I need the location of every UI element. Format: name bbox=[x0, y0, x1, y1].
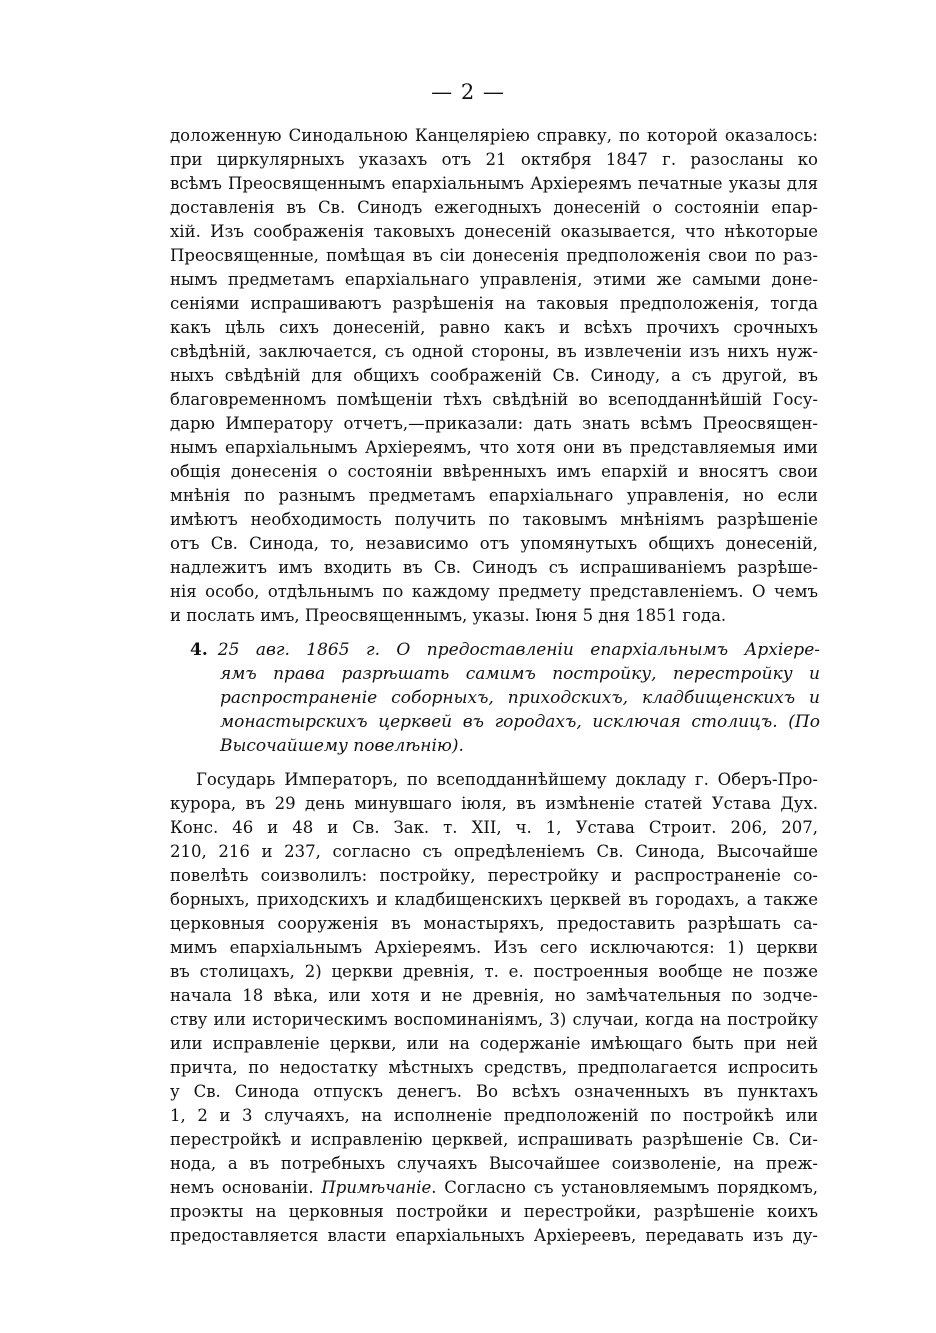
text-line: ству или историческимъ воспоминаніямъ, 3) случаи, когда на постройку bbox=[170, 1010, 818, 1029]
text-line: ныхъ свѣдѣній для общихъ соображеній Св. Синоду, а съ другой, въ bbox=[170, 366, 818, 385]
text-line: предоставляется власти епархіальныхъ Архіереевъ, передавать изъ ду- bbox=[170, 1226, 818, 1245]
text-line: борныхъ, приходскихъ и кладбищенскихъ церквей въ городахъ, а также bbox=[170, 890, 818, 909]
text-line: причта, по недостатку мѣстныхъ средствъ, предполагается испросить bbox=[170, 1058, 818, 1077]
note-label: Примѣчаніе bbox=[321, 1178, 432, 1197]
text-line: у Св. Синода отпускъ денегъ. Во всѣхъ означенныхъ въ пунктахъ bbox=[170, 1082, 818, 1101]
text-line: нымъ епархіальнымъ Архіереямъ, что хотя они въ представляемыя ими bbox=[170, 438, 818, 457]
text-line: и послать имъ, Преосвященнымъ, указы. Іюня 5 дня 1851 года. bbox=[170, 606, 727, 625]
text-line: отъ Св. Синода, то, независимо отъ упомянутыхъ общихъ донесеній, bbox=[170, 534, 818, 553]
text-line: курора, въ 29 день минувшаго іюля, въ измѣненіе статей Устава Дух. bbox=[170, 794, 818, 813]
text-line: 210, 216 и 237, согласно съ опредѣленіемъ Св. Синода, Высочайше bbox=[170, 842, 818, 861]
heading-line: монастырскихъ церквей въ городахъ, исключая столицъ. (По bbox=[220, 712, 820, 732]
text-line: имѣютъ необходимость получить по таковымъ мнѣніямъ разрѣшеніе bbox=[170, 510, 818, 529]
text-line: всѣмъ Преосвященнымъ епархіальнымъ Архіереямъ печатные указы для bbox=[170, 174, 818, 193]
heading-line: ямъ права разрѣшать самимъ постройку, перестройку и bbox=[220, 664, 820, 684]
section-4-heading bbox=[190, 638, 820, 758]
text-line: хій. Изъ соображенія таковыхъ донесеній оказывается, что нѣкоторые bbox=[170, 222, 818, 241]
text-line: благовременномъ помѣщеніи тѣхъ свѣдѣній во всеподданнѣйшій Госу- bbox=[170, 390, 818, 409]
text-line: или исправленіе церкви, или на содержаніе имѣющаго быть при ней bbox=[170, 1034, 818, 1053]
text-line: нымъ предметамъ епархіальнаго управленія, этими же самыми доне- bbox=[170, 270, 818, 289]
section-number: 4. bbox=[190, 640, 208, 660]
text-line: 1, 2 и 3 случаяхъ, на исполненіе предположеній по постройкѣ или bbox=[170, 1106, 818, 1125]
page-number: — 2 — bbox=[431, 80, 505, 104]
text-line: начала 18 вѣка, или хотя и не древнія, но замѣчательныя по зодче- bbox=[170, 986, 818, 1005]
text-line: нода, а въ потребныхъ случаяхъ Высочайшее соизволеніе, на преж- bbox=[170, 1154, 818, 1173]
heading-line: Высочайшему повелѣнію). bbox=[220, 736, 464, 756]
text-line: перестройкѣ и исправленію церквей, испрашивать разрѣшеніе Св. Си- bbox=[170, 1130, 818, 1149]
note-line bbox=[170, 1176, 818, 1200]
heading-line: распространеніе соборныхъ, приходскихъ, кладбищенскихъ и bbox=[220, 688, 820, 708]
paragraph-1 bbox=[170, 124, 818, 628]
text-line: мнѣнія по разнымъ предметамъ епархіальнаго управленія, но если bbox=[170, 486, 818, 505]
text-line: въ столицахъ, 2) церкви древнія, т. е. построенныя вообще не позже bbox=[170, 962, 818, 981]
text-line: дарю Императору отчетъ,—приказали: дать знать всѣмъ Преосвящен- bbox=[170, 414, 818, 433]
section-4-body bbox=[170, 768, 818, 1248]
heading-text: 25 авг. 1865 г. О предоставленіи епархіальнымъ Архіере- bbox=[217, 640, 820, 660]
text-line: при циркулярныхъ указахъ отъ 21 октября 1847 г. разосланы ко bbox=[170, 150, 818, 169]
note-line-before: немъ основаніи. bbox=[170, 1178, 322, 1197]
text-line: Конс. 46 и 48 и Св. Зак. т. XII, ч. 1, Устава Строит. 206, 207, bbox=[170, 818, 818, 837]
text-line: надлежитъ имъ входить въ Св. Синодъ съ испрашиваніемъ разрѣше- bbox=[170, 558, 818, 577]
text-line: сеніями испрашиваютъ разрѣшенія на таковыя предположенія, тогда bbox=[170, 294, 818, 313]
text-line: свѣдѣній, заключается, съ одной стороны, въ извлеченіи изъ нихъ нуж- bbox=[170, 342, 818, 361]
text-line: Государь Императоръ, по всеподданнѣйшему докладу г. Оберъ-Про- bbox=[196, 770, 818, 789]
text-line: какъ цѣль сихъ донесеній, равно какъ и всѣхъ прочихъ срочныхъ bbox=[170, 318, 818, 337]
text-line: проэкты на церковныя постройки и перестройки, разрѣшеніе коихъ bbox=[170, 1202, 818, 1221]
text-line: повелѣть соизволилъ: постройку, перестройку и распространеніе со- bbox=[170, 866, 818, 885]
text-line: Преосвященные, помѣщая въ сіи донесенія предположенія свои по раз- bbox=[170, 246, 818, 265]
note-line-after: . Согласно съ установляемымъ порядкомъ, bbox=[431, 1178, 818, 1197]
text-line: общія донесенія о состояніи ввѣренныхъ имъ епархій и вносятъ свои bbox=[170, 462, 818, 481]
text-line: церковныя сооруженія въ монастыряхъ, предоставить разрѣшать са- bbox=[170, 914, 818, 933]
text-line: мимъ епархіальнымъ Архіереямъ. Изъ сего исключаются: 1) церкви bbox=[170, 938, 818, 957]
text-line: доложенную Синодальною Канцеляріею справку, по которой оказалось: bbox=[170, 126, 818, 145]
text-line: доставленія въ Св. Синодъ ежегодныхъ донесеній о состояніи епар- bbox=[170, 198, 818, 217]
heading-line bbox=[190, 638, 820, 662]
text-line: нія особо, отдѣльнымъ по каждому предмету представленіемъ. О чемъ bbox=[170, 582, 818, 601]
